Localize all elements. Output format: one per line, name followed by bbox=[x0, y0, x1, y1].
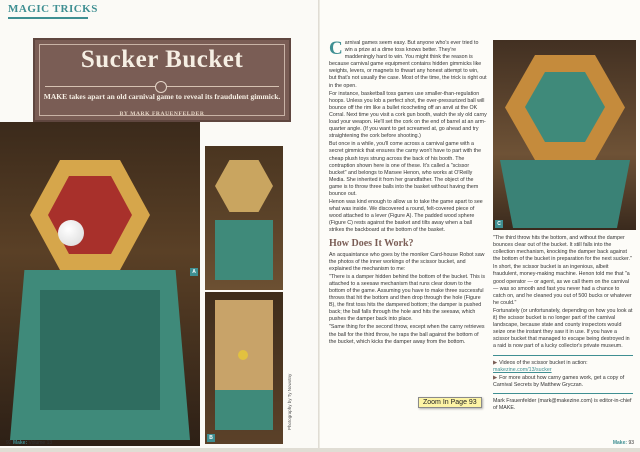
paragraph-text: arnival games seem easy. But anyone who's ever tried to win a prize at a dime toss knows better. They're maddeningly hard to win. You might think the reason is because carnival game equipment contains hidden gimmicks like weights, levers, or magnets to thwart any honest attempt to win, but that's not usually the case. Most of the time, the trick is right out in the open. bbox=[329, 40, 487, 89]
text-column-left bbox=[329, 40, 487, 347]
photo-c-knob bbox=[238, 350, 248, 360]
ball-image bbox=[58, 220, 84, 246]
viewer-bottom-edge bbox=[0, 448, 640, 452]
separator bbox=[493, 393, 633, 394]
video-label: Videos of the scissor bucket in action: bbox=[499, 359, 588, 366]
zoom-tooltip[interactable]: Zoom In Page 93 bbox=[418, 397, 482, 408]
paragraph bbox=[329, 40, 487, 90]
photo-c-basket bbox=[215, 390, 273, 430]
text-column-right bbox=[493, 235, 633, 413]
paragraph: "The third throw hits the bottom, and without the damper bounces clear out of the bucket. It still falls into the collection mechanism, knocking the damper back against the bottom of the bucket in preparation for the next sucker." bbox=[493, 235, 632, 263]
video-note bbox=[493, 360, 633, 374]
footer-volume: Volume 13 bbox=[28, 440, 53, 446]
footer-page-number-right: 93 bbox=[628, 440, 634, 446]
photo-credit: Photography by Ty Nowotny bbox=[287, 373, 292, 430]
video-link[interactable]: makezine.com/13/sucker bbox=[493, 366, 552, 373]
paragraph: An acquaintance who goes by the moniker Card-house Robot saw the photos of the inner workings of the scissor bucket, and explained the mechanism to me: bbox=[329, 251, 485, 272]
paragraph: In short, the scissor bucket is an ingenious, albeit fraudulent, money-making machine. Henon told me that "a good operator — or agent, as we call them on the carnival — was so smooth and fast you never had a chance to catch on, and he cleaned you out of 500 bucks or whatever he could." bbox=[493, 264, 632, 306]
footer-magazine: Make: bbox=[12, 440, 28, 446]
figure-label-a: A bbox=[190, 268, 198, 276]
section-tag: MAGIC TRICKS bbox=[8, 3, 98, 15]
paragraph: "There is a damper hidden behind the bottom of the bucket. This is attached to a seesaw mechanism that runs clear down to the bottom of the game. Assuming you have to make three successful throws that hit the bottom and then drop through the hole (Figure B), the first toss hits the dampered bottom; the damper is pushed back; the ball falls through the hole and hits the seesaw, which pushes the damper back into place. bbox=[329, 273, 486, 323]
separator bbox=[493, 355, 633, 356]
photo-c-basket-right bbox=[500, 160, 630, 228]
more-label: For more about how carny games work, get a copy of Carnival Secrets by Matthew Gryczan. bbox=[493, 374, 625, 388]
title-box bbox=[33, 38, 291, 122]
article-byline: BY MARK FRAUENFELDER bbox=[119, 111, 205, 117]
footer-magazine-right: Make: bbox=[612, 440, 628, 446]
photo-b-board bbox=[215, 220, 273, 280]
paragraph: Fortunately (or unfortunately, depending on how you look at it) the scissor bucket is no longer part of the carnival landscape, because state and county inspectors would seize one the instant they saw it in use. If you have a scissor bucket that managed to escape being destroyed in a raid is now part of a lucky collector's private museum. bbox=[493, 307, 633, 350]
figure-label-c: C bbox=[495, 220, 503, 228]
footer-left bbox=[6, 440, 52, 446]
section-rule bbox=[8, 17, 88, 19]
drop-cap: C bbox=[329, 38, 343, 59]
paragraph: But once in a while, you'll come across a carnival game with a secret gimmick that ensures the carny won't have to part with the cheap plush toys strung across the back of his booth. The contraption shown here is one of these. It's called a "scissor bucket" and belongs to Marsee Henon, who works at O'Reilly Media. She inherited it from her grandfather. The object of the game is to throw three balls into the basket without having them bounce out. bbox=[329, 141, 482, 197]
article-subtitle: MAKE takes apart an old carnival game to reveal its fraudulent gimmick. bbox=[43, 92, 281, 101]
figure-label-b: B bbox=[207, 434, 215, 442]
more-note bbox=[493, 375, 633, 389]
footer-page-number: 92 bbox=[6, 440, 12, 446]
paragraph: "Same thing for the second throw, except when the carny retrieves the ball for the third throw, he raps the ball against the bottom of the bucket, which kicks the damper away from the bottom. bbox=[329, 324, 485, 345]
section-heading: How Does It Work? bbox=[329, 237, 414, 249]
book-icon: ▶ bbox=[493, 374, 498, 381]
paragraph: Henon was kind enough to allow us to take the game apart to see what was inside. We discovered a round, felt-covered piece of wood attached to a lever (Figure A). The padded wood sphere (Figure C) rests against the basket and tilts away when a ball strikes the backboard at the bottom of the basket. bbox=[329, 199, 483, 234]
footer-right bbox=[613, 440, 634, 446]
author-bio: Mark Frauenfelder (mark@makezine.com) is editor-in-chief of MAKE. bbox=[493, 397, 632, 411]
video-icon: ▶ bbox=[493, 359, 498, 366]
basket-shade bbox=[40, 290, 160, 410]
paragraph: For instance, basketball toss games use smaller-than-regulation hoops. Unless you lob a perfect shot, the over-pressurized ball will bounce off the rim like a bullet ricocheting off an anvil at the OK Corral. Next time you visit a cork gun booth, watch the sly old carny load your weapon. He'll set the cork on the end of barrel at an arm-quarter angle. (If you want to get screamed at, go ahead and try straightening the cork before shooting.) bbox=[329, 90, 487, 140]
article-title: Sucker Bucket bbox=[80, 46, 244, 73]
